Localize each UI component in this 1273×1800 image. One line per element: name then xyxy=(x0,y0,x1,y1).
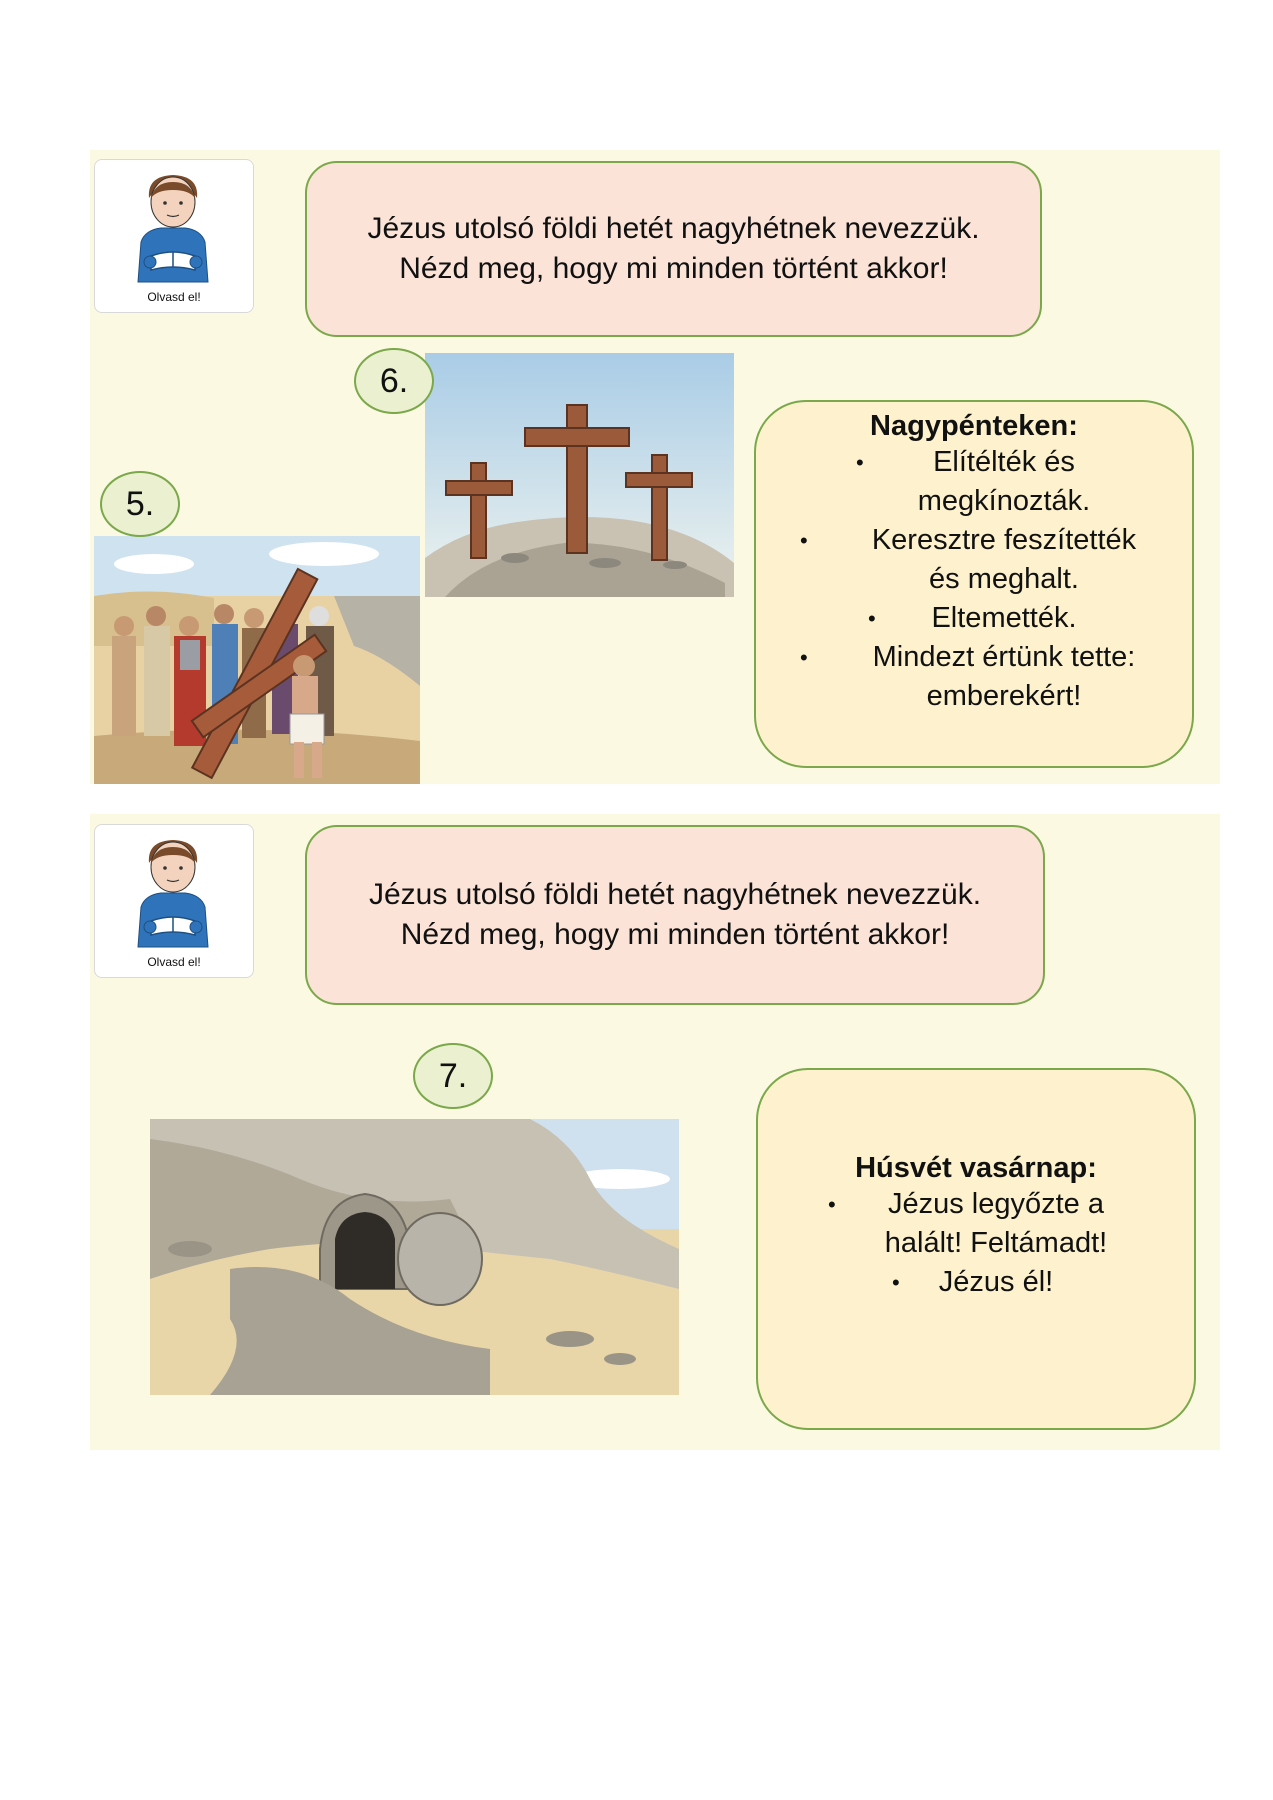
pictogram-label: Olvasd el! xyxy=(147,290,201,304)
list-item-line: Jézus legyőzte a xyxy=(887,1188,1104,1220)
step-number: 6. xyxy=(379,361,409,400)
list-item-line: Mindezt értünk tette: xyxy=(872,641,1136,673)
step-badge-5 xyxy=(100,471,180,537)
list-item-line: halált! Feltámadt! xyxy=(884,1227,1108,1259)
step-number: 7. xyxy=(438,1056,468,1095)
lesson-panel-2 xyxy=(90,814,1220,1450)
list-item-line: Eltemették. xyxy=(931,602,1077,634)
info-title: Nagypénteken: xyxy=(870,410,1078,442)
intro-box xyxy=(305,825,1045,1005)
list-item: • Elítélték és megkínozták. xyxy=(756,443,1192,521)
list-item: • Keresztre feszítették és meghalt. xyxy=(756,521,1192,599)
intro-box xyxy=(305,161,1042,337)
intro-line-2: Nézd meg, hogy mi minden történt akkor! xyxy=(400,918,950,951)
list-item: • Eltemették. xyxy=(756,599,1192,638)
list-item-line: és meghalt. xyxy=(929,563,1079,595)
info-list xyxy=(758,1185,1194,1302)
step-badge-7 xyxy=(413,1043,493,1109)
empty-tomb-image xyxy=(150,1119,679,1395)
list-item-line: Jézus él! xyxy=(938,1266,1054,1298)
lesson-panel-1 xyxy=(90,150,1220,784)
list-item-line: Elítélték és xyxy=(933,446,1075,478)
list-item: • Mindezt értünk tette: emberekért! xyxy=(756,638,1192,716)
intro-line-1: Jézus utolsó földi hetét nagyhétnek nevezzük. xyxy=(367,212,980,245)
list-item: • Jézus legyőzte a halált! Feltámadt! xyxy=(758,1185,1194,1263)
list-item-line: emberekért! xyxy=(926,680,1082,712)
good-friday-info-box xyxy=(754,400,1194,768)
jesus-carrying-cross-image xyxy=(94,536,420,784)
list-item: • Jézus él! xyxy=(758,1263,1194,1302)
list-item-line: megkínozták. xyxy=(917,485,1091,517)
list-item-line: Keresztre feszítették xyxy=(871,524,1137,556)
info-title: Húsvét vasárnap: xyxy=(855,1152,1097,1184)
step-badge-6 xyxy=(354,348,434,414)
pictogram-label: Olvasd el! xyxy=(147,955,201,969)
intro-line-2: Nézd meg, hogy mi minden történt akkor! xyxy=(399,252,948,285)
intro-line-1: Jézus utolsó földi hetét nagyhétnek nevezzük. xyxy=(368,878,982,911)
step-number: 5. xyxy=(125,484,155,523)
easter-sunday-info-box xyxy=(756,1068,1196,1430)
reading-boy-icon xyxy=(133,170,213,285)
reading-pictogram xyxy=(94,824,254,978)
reading-boy-icon xyxy=(133,835,213,950)
info-list xyxy=(756,443,1192,716)
reading-pictogram xyxy=(94,159,254,313)
three-crosses-image xyxy=(425,353,734,597)
